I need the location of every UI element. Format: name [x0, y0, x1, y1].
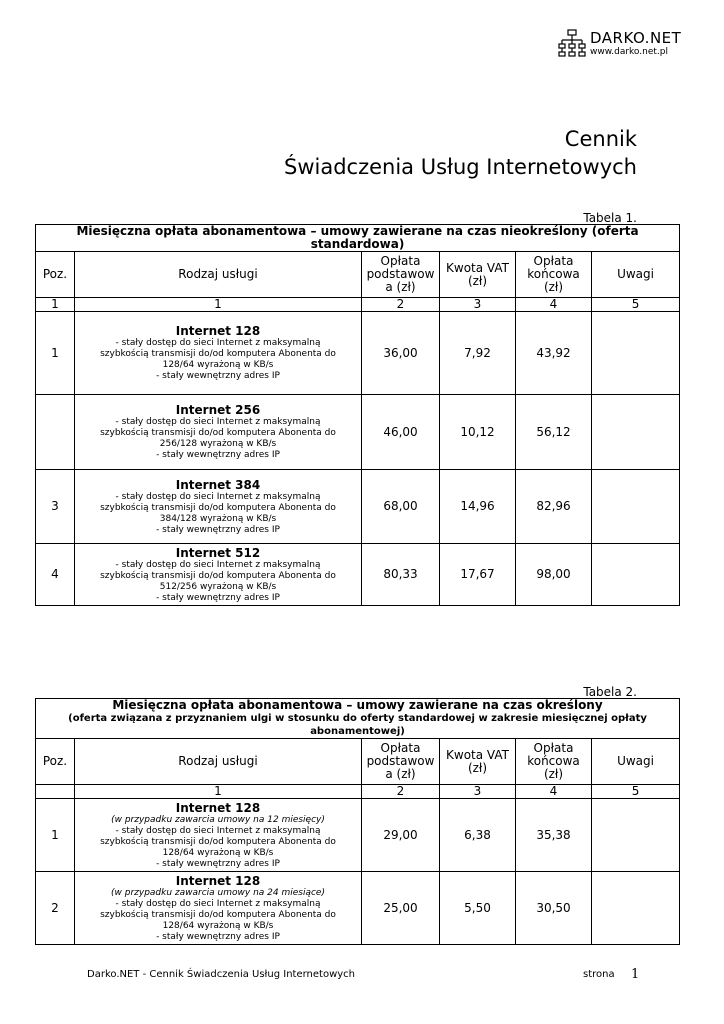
service-description: Internet 128 - stały dostęp do sieci Internet z maksymalną szybkością transmisji do/od komputera Abonenta do 128/64 wyrażoną w KB/s - stały wewnętrzny adres IP	[75, 312, 362, 395]
column-headers: Poz. Rodzaj usługi Opłata podstawow a (zł) Kwota VAT (zł) Opłata końcowa (zł) Uwagi	[36, 739, 680, 785]
service-description: Internet 128 (w przypadku zawarcia umowy na 24 miesiące) - stały dostęp do sieci Internet z maksymalną szybkością transmisji do/od komputera Abonenta do 128/64 wyrażoną w KB/s - stały wewnętrzny adres IP	[75, 872, 362, 945]
page-title: Cennik	[564, 127, 637, 151]
page-subtitle: Świadczenia Usług Internetowych	[283, 155, 637, 179]
table1-ref: Tabela 1.	[583, 211, 637, 225]
table-row: 3 Internet 384 - stały dostęp do sieci Internet z maksymalną szybkością transmisji do/od komputera Abonenta do 384/128 wyrażoną w KB/s - stały wewnętrzny adres IP 68,00 14,96 82,96	[36, 470, 680, 544]
service-description: Internet 128 (w przypadku zawarcia umowy na 12 miesięcy) - stały dostęp do sieci Internet z maksymalną szybkością transmisji do/od komputera Abonenta do 128/64 wyrażoną w KB/s - stały wewnętrzny adres IP	[75, 799, 362, 872]
service-description: Internet 256 - stały dostęp do sieci Internet z maksymalną szybkością transmisji do/od komputera Abonenta do 256/128 wyrażoną w KB/s - stały wewnętrzny adres IP	[75, 395, 362, 470]
table2-header-row	[36, 699, 680, 739]
col-rodzaj: Rodzaj usługi	[75, 252, 362, 298]
table-row: 1 Internet 128 - stały dostęp do sieci Internet z maksymalną szybkością transmisji do/od komputera Abonenta do 128/64 wyrażoną w KB/s - stały wewnętrzny adres IP 36,00 7,92 43,92	[36, 312, 680, 395]
logo-url: www.darko.net.pl	[590, 47, 668, 57]
table-row: 4 Internet 512 - stały dostęp do sieci Internet z maksymalną szybkością transmisji do/od komputera Abonenta do 512/256 wyrażoną w KB/s - stały wewnętrzny adres IP 80,33 17,67 98,00	[36, 544, 680, 606]
network-icon	[558, 29, 586, 59]
column-numbers: 1 1 2 3 4 5	[36, 298, 680, 312]
table2-header: Miesięczna opłata abonamentowa – umowy zawierane na czas określony (oferta związana z przyznaniem ulgi w stosunku do oferty standardowej w zakresie miesięcznej opłaty abonamentowej)	[36, 699, 680, 739]
table-row: Internet 256 - stały dostęp do sieci Internet z maksymalną szybkością transmisji do/od komputera Abonenta do 256/128 wyrażoną w KB/s - stały wewnętrzny adres IP 46,00 10,12 56,12	[36, 395, 680, 470]
logo-name: DARKO.NET	[590, 29, 682, 47]
col-uwagi: Uwagi	[592, 252, 680, 298]
table1-header: Miesięczna opłata abonamentowa – umowy zawierane na czas nieokreślony (oferta standardowa)	[36, 225, 680, 252]
col-oplata-konc: Opłata końcowa (zł)	[516, 252, 592, 298]
service-description: Internet 512 - stały dostęp do sieci Internet z maksymalną szybkością transmisji do/od komputera Abonenta do 512/256 wyrażoną w KB/s - stały wewnętrzny adres IP	[75, 544, 362, 606]
price-table-1	[35, 224, 680, 606]
company-logo	[558, 27, 688, 63]
column-headers	[36, 252, 680, 298]
column-numbers: 1 2 3 4 5	[36, 785, 680, 799]
table-row: 1 Internet 128 (w przypadku zawarcia umowy na 12 miesięcy) - stały dostęp do sieci Internet z maksymalną szybkością transmisji do/od komputera Abonenta do 128/64 wyrażoną w KB/s - stały wewnętrzny adres IP 29,00 6,38 35,38	[36, 799, 680, 872]
col-vat: Kwota VAT (zł)	[440, 252, 516, 298]
footer-strona: strona	[583, 969, 615, 980]
table1-header-row	[36, 225, 680, 252]
col-oplata-podst: Opłata podstawow a (zł)	[362, 252, 440, 298]
footer-text: Darko.NET - Cennik Świadczenia Usług Internetowych	[87, 969, 356, 980]
table-row: 2 Internet 128 (w przypadku zawarcia umowy na 24 miesiące) - stały dostęp do sieci Internet z maksymalną szybkością transmisji do/od komputera Abonenta do 128/64 wyrażoną w KB/s - stały wewnętrzny adres IP 25,00 5,50 30,50	[36, 872, 680, 945]
col-poz: Poz.	[36, 252, 75, 298]
service-description: Internet 384 - stały dostęp do sieci Internet z maksymalną szybkością transmisji do/od komputera Abonenta do 384/128 wyrażoną w KB/s - stały wewnętrzny adres IP	[75, 470, 362, 544]
table2-ref: Tabela 2.	[583, 685, 637, 699]
price-table-2	[35, 698, 680, 945]
page-number: 1	[631, 967, 640, 982]
